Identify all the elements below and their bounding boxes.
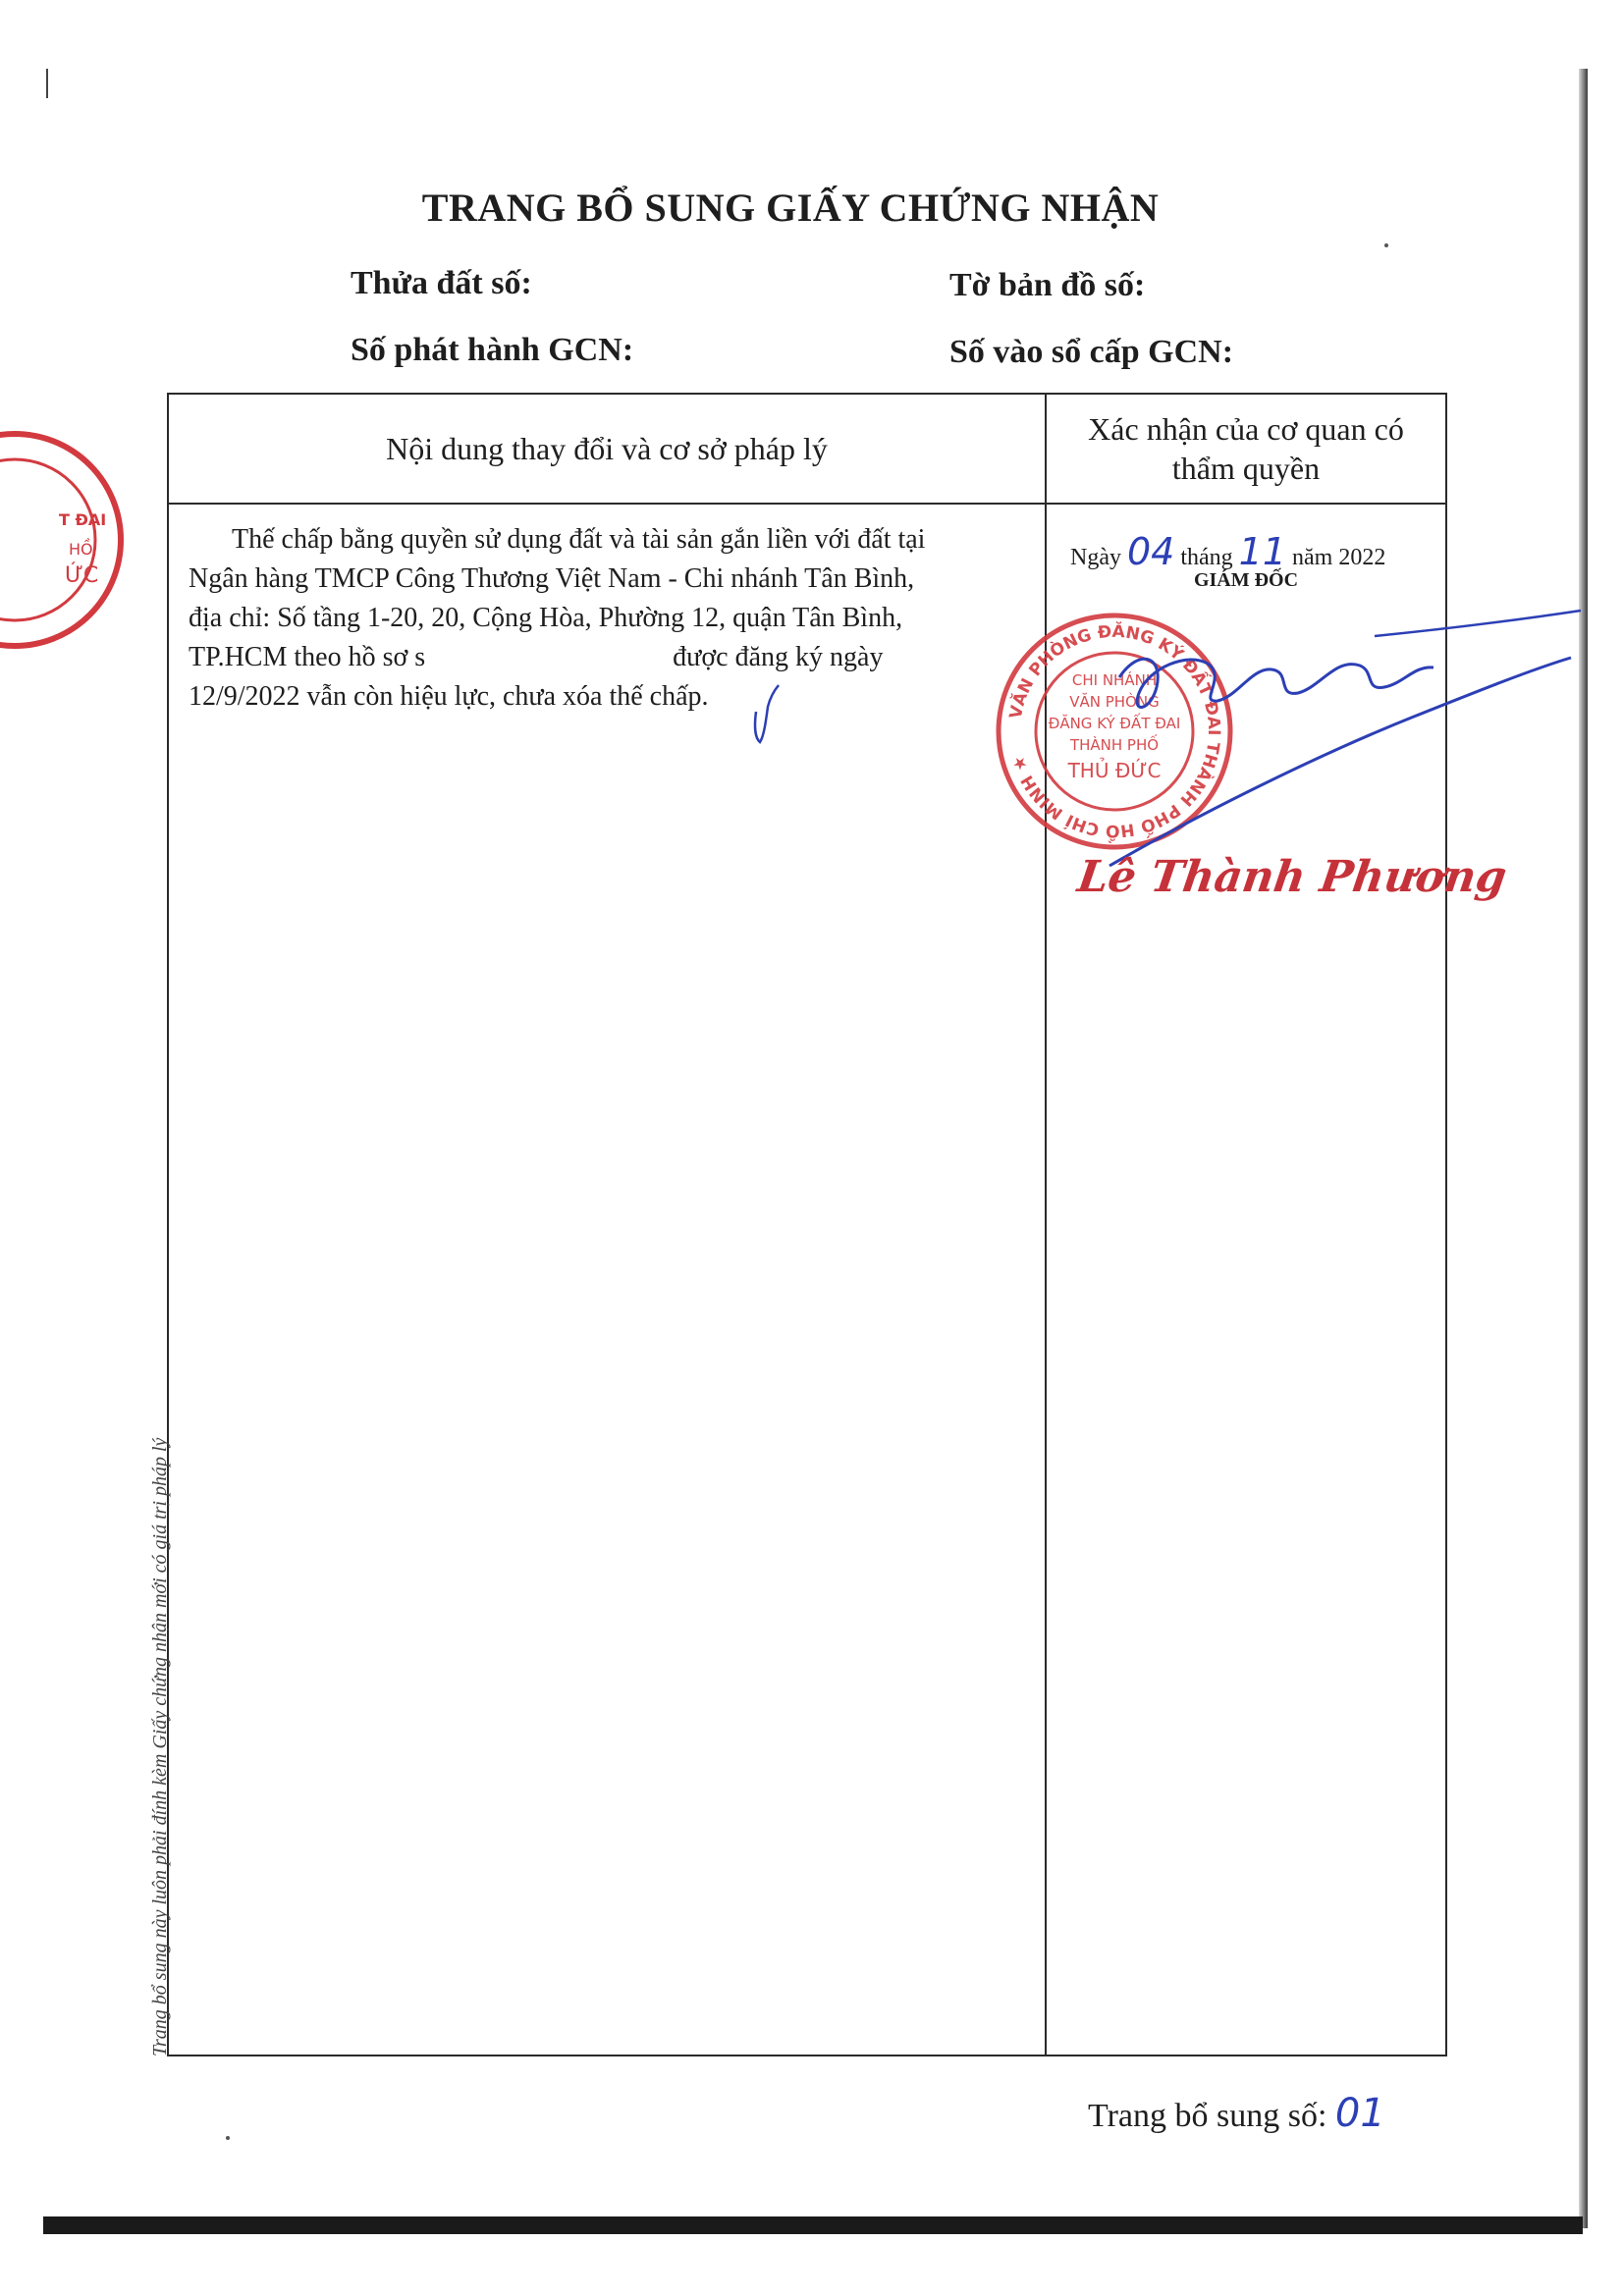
scan-speck <box>226 2136 230 2140</box>
left-seal-stamp-icon <box>0 417 137 663</box>
day-label: Ngày <box>1070 545 1121 570</box>
change-content <box>189 520 1003 717</box>
svg-text:THÀNH PHỐ: THÀNH PHỐ <box>1069 736 1160 754</box>
supplement-page-number <box>1088 2091 1385 2136</box>
svg-text:HỒ: HỒ <box>69 540 93 559</box>
page-title: TRANG BỔ SUNG GIẤY CHỨNG NHẬN <box>421 186 1160 230</box>
svg-text:ĐĂNG KÝ ĐẤT ĐAI: ĐĂNG KÝ ĐẤT ĐAI <box>1048 715 1181 732</box>
issue-number-label: Số phát hành GCN: <box>351 332 634 368</box>
svg-text:ỨC: ỨC <box>65 563 99 588</box>
svg-text:T ĐAI: T ĐAI <box>59 510 107 529</box>
content-line: Thế chấp bằng quyền sử dụng đất và tài sản gắn liền với đất tại <box>232 524 926 555</box>
supplement-page-label: Trang bổ sung số: <box>1088 2098 1327 2134</box>
scan-edge <box>46 69 48 98</box>
scan-shadow-bottom <box>43 2216 1583 2234</box>
parcel-number-label: Thửa đất số: <box>351 265 532 301</box>
day-value: 04 <box>1126 530 1175 573</box>
registry-number-label: Số vào sổ cấp GCN: <box>949 334 1234 370</box>
column-header-changes: Nội dung thay đổi và cơ sở pháp lý <box>386 430 828 466</box>
year-label: năm 2022 <box>1292 545 1386 570</box>
signer-position: GIÁM ĐỐC <box>1193 569 1299 591</box>
side-legal-note: Trang bổ sung này luôn phải đính kèm Giấy chứng nhận mới có giá trị pháp lý <box>149 1437 171 2056</box>
signer-name: Lê Thành Phương <box>1074 852 1510 902</box>
handwritten-signature-icon <box>1080 609 1591 883</box>
scan-speck <box>1384 243 1388 247</box>
month-value: 11 <box>1238 530 1287 573</box>
confirmation-header-text: Xác nhận của cơ quan có thẩm quyền <box>1088 411 1404 486</box>
content-line: 12/9/2022 vẫn còn hiệu lực, chưa xóa thế chấp. <box>189 681 709 712</box>
handwritten-initial-icon <box>746 677 785 746</box>
month-label: tháng <box>1180 545 1233 570</box>
svg-text:CHI NHÁNH: CHI NHÁNH <box>1071 671 1158 689</box>
column-header-confirmation <box>1047 395 1445 503</box>
svg-text:THỦ ĐỨC: THỦ ĐỨC <box>1067 759 1162 782</box>
content-line: Ngân hàng TMCP Công Thương Việt Nam - Chi nhánh Tân Bình, <box>189 563 915 594</box>
content-line: địa chỉ: Số tầng 1-20, 20, Cộng Hòa, Phường 12, quận Tân Bình, <box>189 603 903 633</box>
svg-text:VĂN PHÒNG ĐĂNG KÝ ĐẤT ĐAI THÀN: VĂN PHÒNG ĐĂNG KÝ ĐẤT ĐAI THÀNH PHỐ HỒ CHÍ MINH ★ <box>1005 621 1224 841</box>
scan-shadow-right <box>1579 69 1588 2228</box>
content-line: TP.HCM theo hồ sơ s được đăng ký ngày <box>189 642 884 672</box>
header-divider <box>167 503 1447 505</box>
svg-text:VĂN PHÒNG: VĂN PHÒNG <box>1069 693 1160 711</box>
map-sheet-label: Tờ bản đồ số: <box>949 267 1146 303</box>
confirmation-date <box>1070 530 1385 573</box>
supplement-page-value: 01 <box>1334 2091 1385 2136</box>
